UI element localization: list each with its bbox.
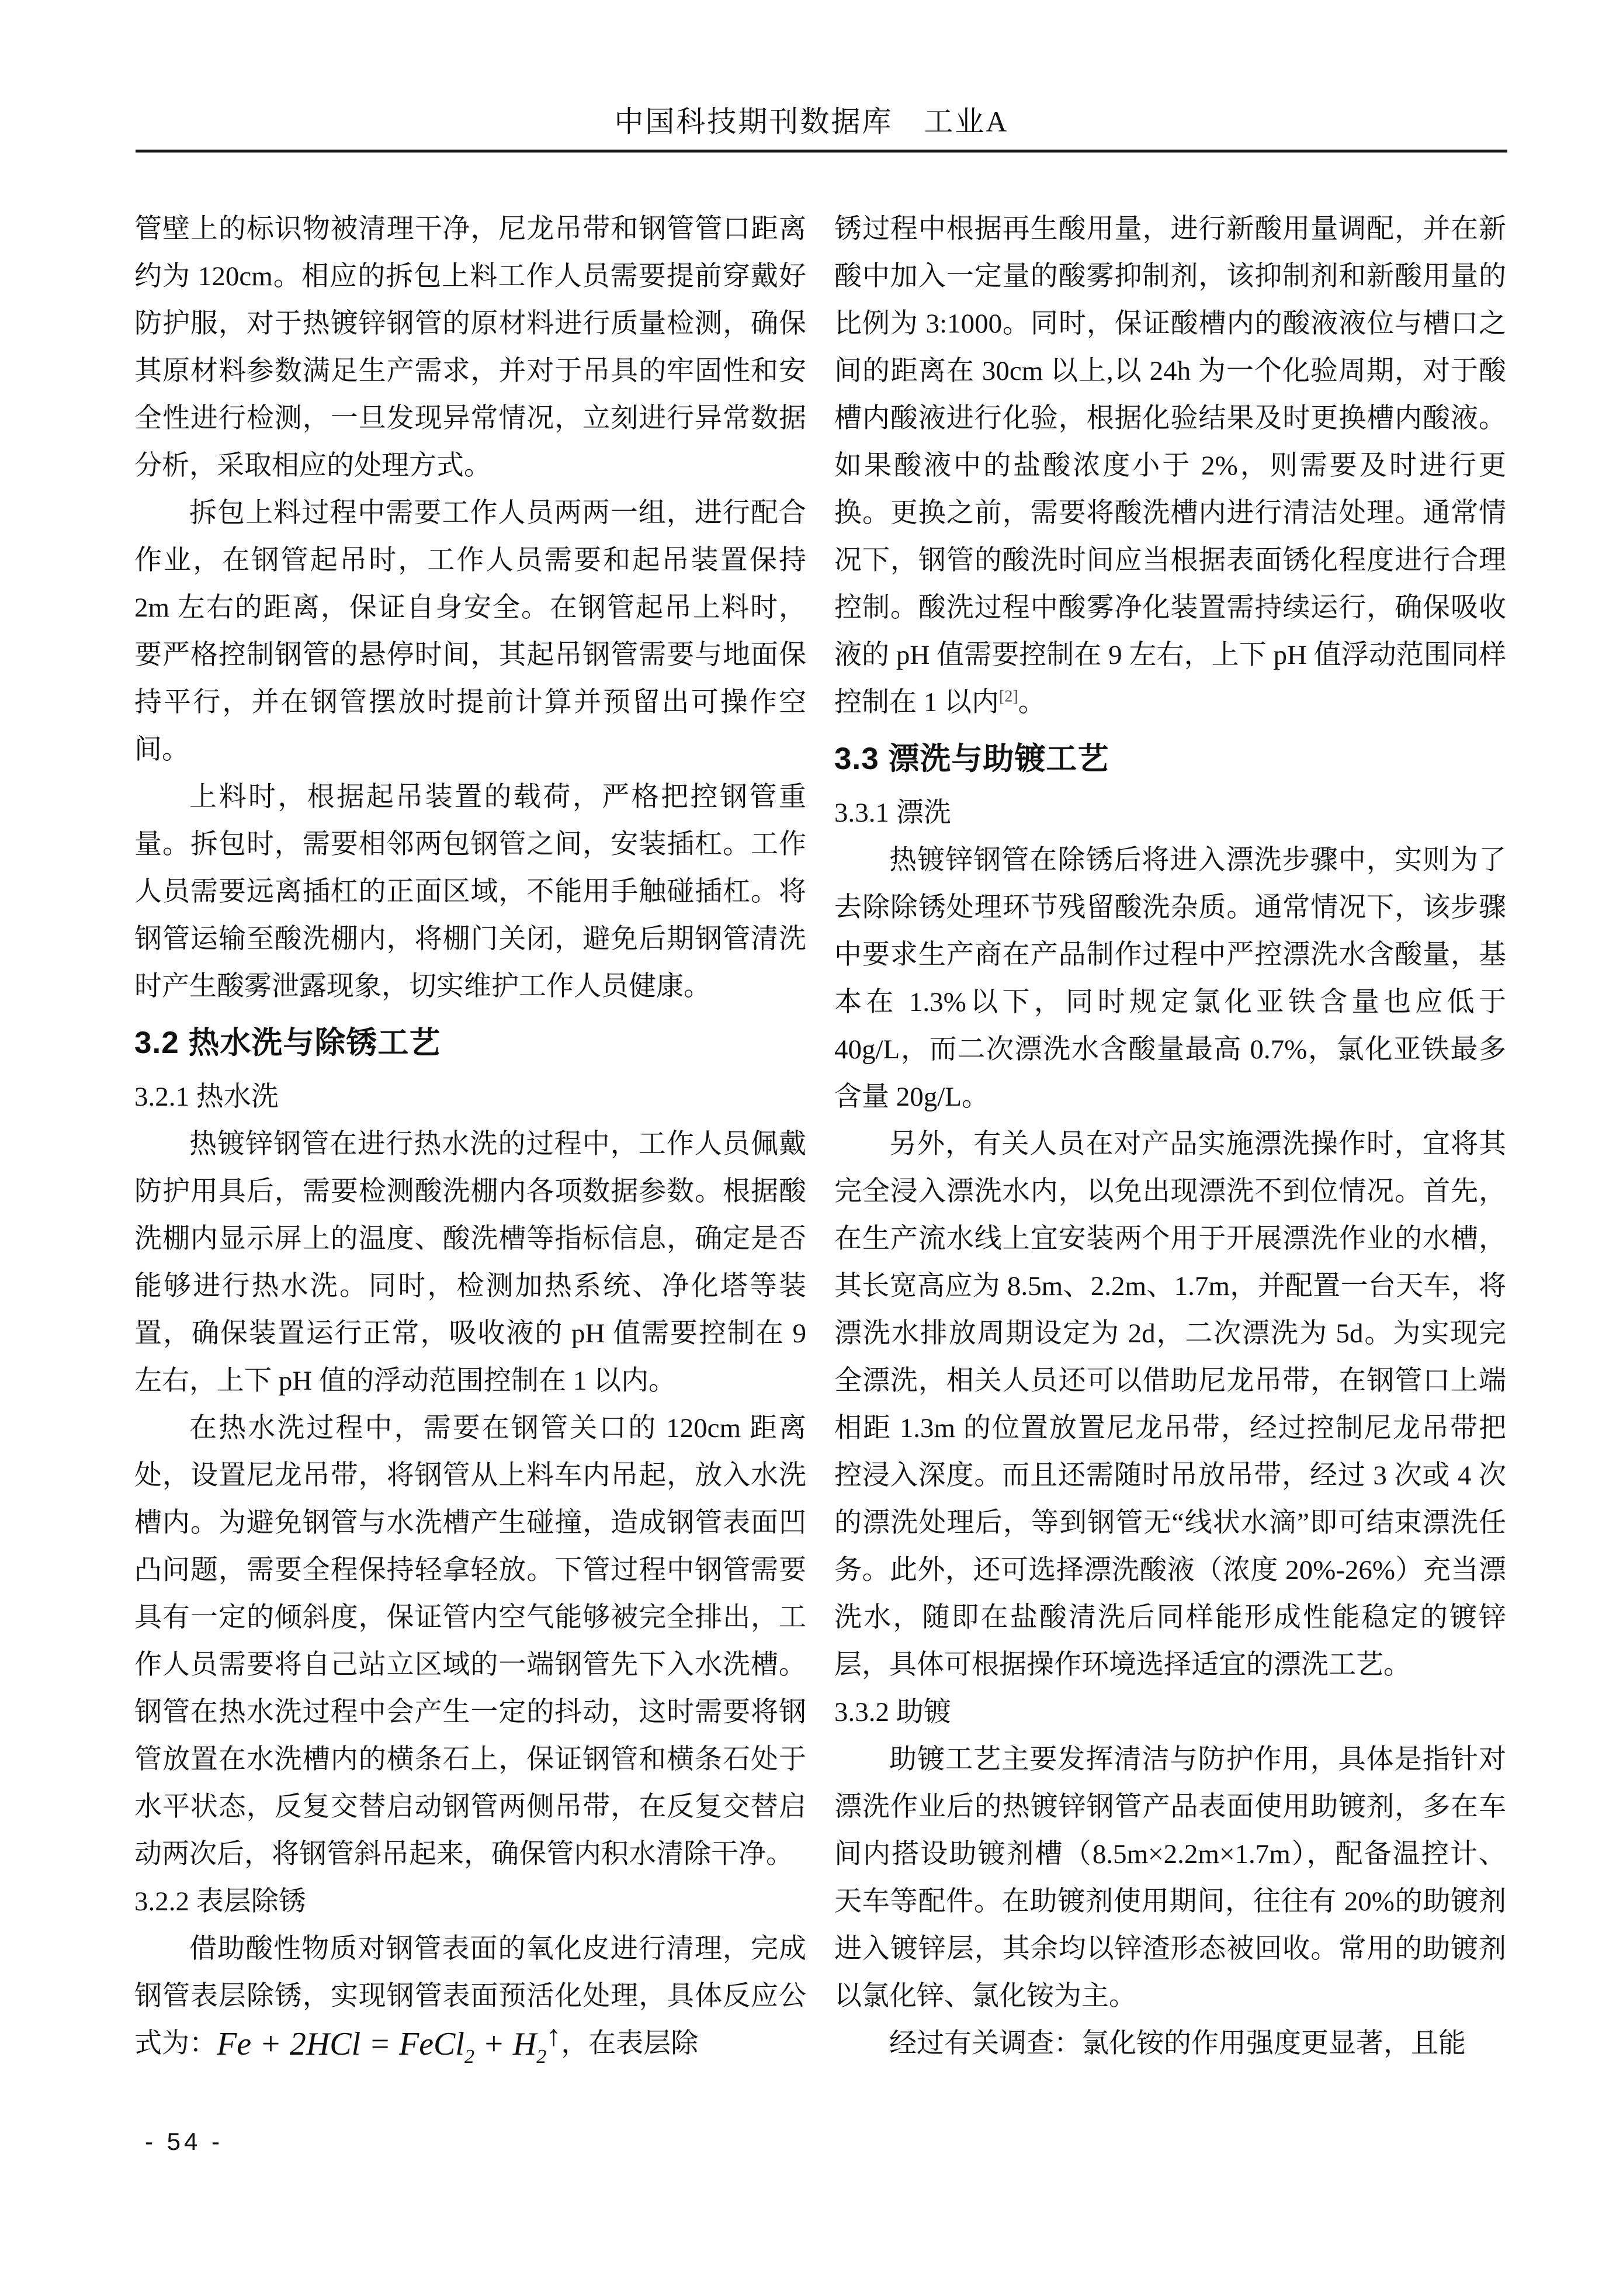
paragraph: 锈过程中根据再生酸用量，进行新酸用量调配，并在新酸中加入一定量的酸雾抑制剂，该抑制剂和新酸用量的比例为 3:1000。同时，保证酸槽内的酸液液位与槽口之间的距离在 30cm 以上,以 24h 为一个化验周期，对于酸槽内酸液进行化验，根据化验结果及时更换槽内酸液。如果酸液中的盐酸浓度小于 2%，则需要及时进行更换。更换之前，需要将酸洗槽内进行清洁处理。通常情况下，钢管的酸洗时间应当根据表面锈化程度进行合理控制。酸洗过程中酸雾净化装置需持续运行，确保吸收液的 pH 值需要控制在 9 左右，上下 pH 值浮动范围同样控制在 1 以内[2]。 bbox=[834, 214, 1506, 718]
header-rule bbox=[136, 150, 1507, 153]
citation-ref: [2] bbox=[999, 687, 1018, 706]
subsection-heading: 3.2.2 表层除锈 bbox=[134, 1886, 306, 1917]
left-column bbox=[134, 206, 806, 2068]
chemical-formula bbox=[217, 2019, 561, 2068]
paragraph: 热镀锌钢管在进行热水洗的过程中，工作人员佩戴防护用具后，需要检测酸洗棚内各项数据参数。根据酸洗棚内显示屏上的温度、酸洗槽等指标信息，确定是否能够进行热水洗。同时，检测加热系统、净化塔等装置，确保装置运行正常，吸收液的 pH 值需要控制在 9 左右，上下 pH 值的浮动范围控制在 1 以内。 bbox=[134, 1129, 806, 1396]
article-body bbox=[134, 206, 1506, 2068]
up-arrow-icon: ↑ bbox=[546, 2019, 561, 2052]
formula-text: + H bbox=[474, 2026, 537, 2062]
paragraph: 借助酸性物质对钢管表面的氧化皮进行清理，完成钢管表层除锈，实现钢管表面预活化处理，具体反应公式为：Fe + 2HCl = FeCl$_2$ + $H_2↑$，在表层除 bbox=[134, 1934, 806, 2068]
paragraph: 在热水洗过程中，需要在钢管关口的 120cm 距离处，设置尼龙吊带，将钢管从上料车内吊起，放入水洗槽内。为避免钢管与水洗槽产生碰撞，造成钢管表面凹凸问题，需要全程保持轻拿轻放。下管过程中钢管需要具有一定的倾斜度，保证管内空气能够被完全排出，工作人员需要将自己站立区域的一端钢管先下入水洗槽。钢管在热水洗过程中会产生一定的抖动，这时需要将钢管放置在水洗槽内的横条石上，保证钢管和横条石处于水平状态，反复交替启动钢管两侧吊带，在反复交替启动两次后，将钢管斜吊起来，确保管内积水清除干净。 bbox=[134, 1413, 806, 1869]
paragraph: 另外，有关人员在对产品实施漂洗操作时，宜将其完全浸入漂洗水内，以免出现漂洗不到位情况。首先，在生产流水线上宜安装两个用于开展漂洗作业的水槽，其长宽高应为 8.5m、2.2m、1.7m，并配置一台天车，将漂洗水排放周期设定为 2d，二次漂洗为 5d。为实现完全漂洗，相关人员还可以借助尼龙吊带，在钢管口上端相距 1.3m 的位置放置尼龙吊带，经过控制尼龙吊带把控浸入深度。而且还需随时吊放吊带，经过 3 次或 4 次的漂洗处理后，等到钢管无“线状水滴”即可结束漂洗任务。此外，还可选择漂洗酸液（浓度 20%-26%）充当漂洗水，随即在盐酸清洗后同样能形成性能稳定的镀锌层，具体可根据操作环境选择适宜的漂洗工艺。 bbox=[834, 1129, 1506, 1680]
paragraph: 上料时，根据起吊装置的载荷，严格把控钢管重量。拆包时，需要相邻两包钢管之间，安装插杠。工作人员需要远离插杠的正面区域，不能用手触碰插杠。将钢管运输至酸洗棚内，将棚门关闭，避免后期钢管清洗时产生酸雾泄露现象，切实维护工作人员健康。 bbox=[134, 782, 806, 1002]
paragraph: 热镀锌钢管在除锈后将进入漂洗步骤中，实则为了去除除锈处理环节残留酸洗杂质。通常情况下，该步骤中要求生产商在产品制作过程中严控漂洗水含酸量，基本在 1.3%以下，同时规定氯化亚铁含量也应低于 40g/L，而二次漂洗水含酸量最高 0.7%，氯化亚铁最多含量 20g/L。 bbox=[834, 845, 1506, 1112]
formula-subscript: 2 bbox=[464, 2046, 474, 2068]
formula-text: Fe + 2HCl = FeCl bbox=[217, 2026, 464, 2062]
paragraph: 经过有关调查：氯化铵的作用强度更显著，且能 bbox=[889, 2028, 1466, 2059]
page-number: - 54 - bbox=[145, 2128, 224, 2155]
section-heading: 3.2 热水洗与除锈工艺 bbox=[134, 1026, 441, 1060]
subsection-heading: 3.3.1 漂洗 bbox=[834, 798, 951, 828]
formula-subscript: 2 bbox=[536, 2046, 547, 2068]
paragraph: 助镀工艺主要发挥清洁与防护作用，具体是指针对漂洗作业后的热镀锌钢管产品表面使用助镀剂，多在车间内搭设助镀剂槽（8.5m×2.2m×1.7m），配备温控计、天车等配件。在助镀剂使用期间，往往有 20%的助镀剂进入镀锌层，其余均以锌渣形态被回收。常用的助镀剂以氯化锌、氯化铵为主。 bbox=[834, 1744, 1506, 2011]
paragraph: 拆包上料过程中需要工作人员两两一组，进行配合作业，在钢管起吊时，工作人员需要和起吊装置保持 2m 左右的距离，保证自身安全。在钢管起吊上料时，要严格控制钢管的悬停时间，其起吊钢管需要与地面保持平行，并在钢管摆放时提前计算并预留出可操作空间。 bbox=[134, 498, 806, 765]
section-heading: 3.3 漂洗与助镀工艺 bbox=[834, 742, 1109, 776]
subsection-heading: 3.2.1 热水洗 bbox=[134, 1082, 279, 1112]
paragraph: 管壁上的标识物被清理干净，尼龙吊带和钢管管口距离约为 120cm。相应的拆包上料工作人员需要提前穿戴好防护服，对于热镀锌钢管的原材料进行质量检测，确保其原材料参数满足生产需求，并对于吊具的牢固性和安全性进行检测，一旦发现异常情况，立刻进行异常数据分析，采取相应的处理方式。 bbox=[134, 214, 806, 481]
right-column bbox=[834, 206, 1506, 2068]
subsection-heading: 3.3.2 助镀 bbox=[834, 1697, 951, 1727]
journal-header: 中国科技期刊数据库 工业A bbox=[614, 105, 1009, 138]
